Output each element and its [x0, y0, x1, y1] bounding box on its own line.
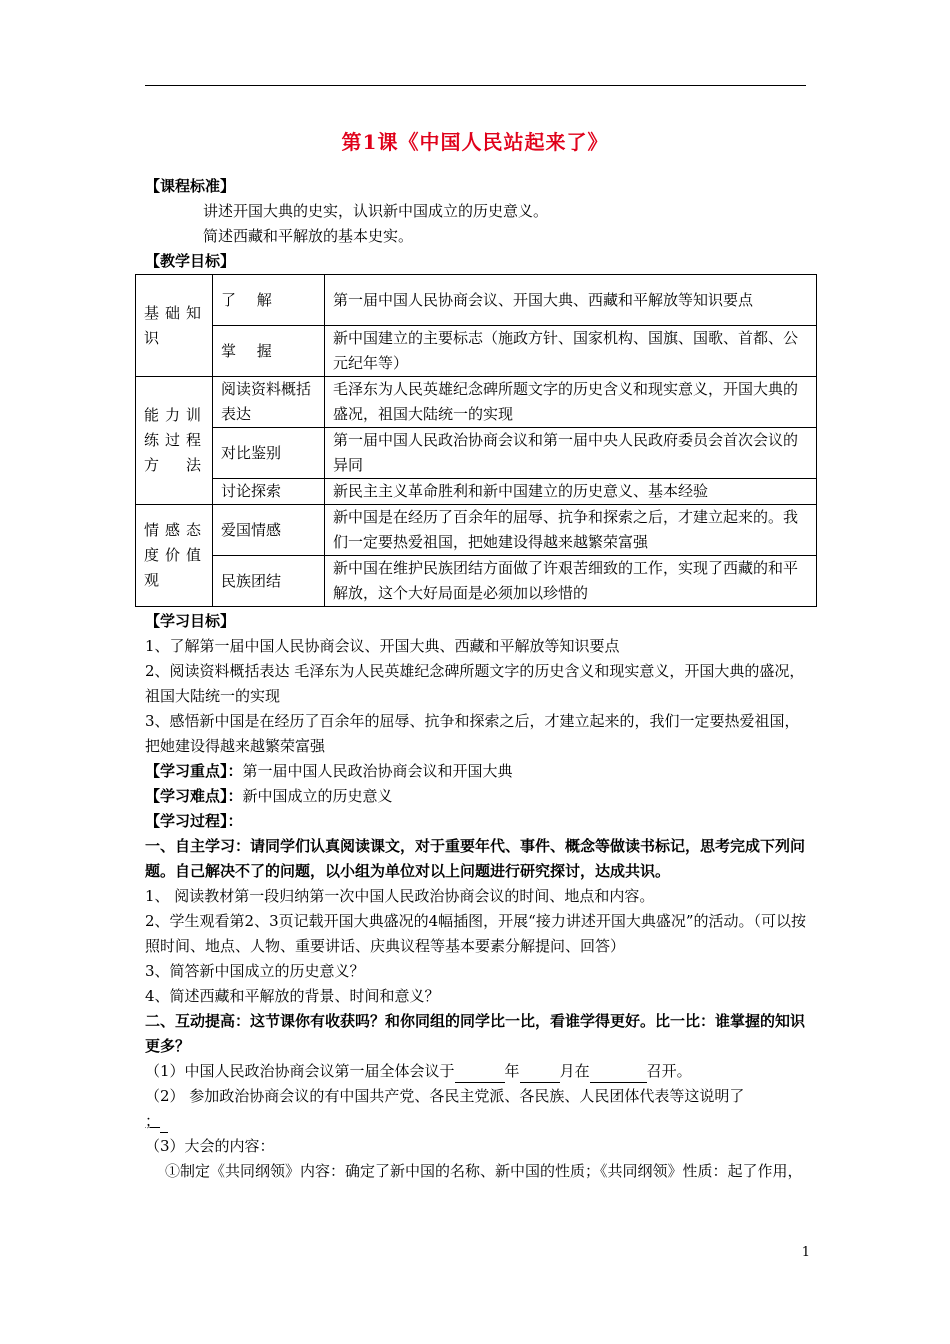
curriculum-heading: 【课程标准】 [145, 177, 236, 195]
section1-item: 4、简述西藏和平解放的背景、时间和意义？ [145, 987, 440, 1005]
subcategory-cell: 阅读资料概括表达 [213, 377, 325, 428]
category-cell: 能力训练过程方法 [136, 377, 213, 505]
description-cell: 毛泽东为人民英雄纪念碑所题文字的历史含义和现实意义，开国大典的盛况，祖国大陆统一的实现 [325, 377, 817, 428]
teaching-goals-table [135, 274, 817, 607]
subcategory-cell: 民族团结 [213, 556, 325, 607]
description-cell: 新中国建立的主要标志（施政方针、国家机构、国旗、国歌、首都、公元纪年等） [325, 326, 817, 377]
curriculum-item: 讲述开国大典的史实，认识新中国成立的历史意义。 [203, 202, 549, 220]
description-cell: 第一届中国人民政治协商会议和第一届中央人民政府委员会首次会议的异同 [325, 428, 817, 479]
question-3-item: ①制定《共同纲领》内容：确定了新中国的名称、新中国的性质；《共同纲领》性质：起了作用， [165, 1162, 803, 1180]
table-row [136, 505, 817, 556]
category-cell: 基础知识 [136, 275, 213, 377]
description-cell: 新民主主义革命胜利和新中国建立的历史意义、基本经验 [325, 479, 817, 505]
learning-goals-heading: 【学习目标】 [145, 612, 236, 630]
subcategory-cell: 对比鉴别 [213, 428, 325, 479]
process-heading: 【学习过程】： [145, 812, 243, 830]
category-cell: 情感态度价值观 [136, 505, 213, 607]
section1-title: 一、自主学习：请同学们认真阅读课文，对于重要年代、事件、概念等做读书标记，思考完成下列问题。自己解决不了的问题，以小组为单位对以上问题进行研究探讨，达成共识。 [145, 837, 806, 880]
table-row [136, 377, 817, 428]
section1-item: 3、简答新中国成立的历史意义？ [145, 962, 365, 980]
curriculum-item: 简述西藏和平解放的基本史实。 [203, 227, 414, 245]
section1-item: 1、 阅读教材第一段归纳第一次中国人民政治协商会议的时间、地点和内容。 [145, 887, 655, 905]
subcategory-cell: 了 解 [213, 275, 325, 326]
subcategory-cell: 爱国情感 [213, 505, 325, 556]
section2-title: 二、互动提高：这节课你有收获吗？和你同组的同学比一比，看谁学得更好。比一比：谁掌握的知识更多？ [145, 1012, 806, 1055]
table-row [136, 275, 817, 326]
subcategory-cell: 掌 握 [213, 326, 325, 377]
fill-blank[interactable] [590, 1064, 647, 1083]
learning-goal-item: 2、阅读资料概括表达 毛泽东为人民英雄纪念碑所题文字的历史含义和现实意义，开国大典的盛况，祖国大陆统一的实现 [145, 662, 805, 705]
table-row [136, 428, 817, 479]
fill-blank[interactable] [520, 1064, 560, 1083]
subcategory-cell: 讨论探索 [213, 479, 325, 505]
question-2-blank[interactable]: ； [145, 1109, 810, 1133]
table-row [136, 556, 817, 607]
description-cell: 新中国在维护民族团结方面做了许艰苦细致的工作，实现了西藏的和平解放，这个大好局面是必须加以珍惜的 [325, 556, 817, 607]
page-title: 第1课《中国人民站起来了》 [341, 130, 609, 154]
learning-goal-item: 1、了解第一届中国人民协商会议、开国大典、西藏和平解放等知识要点 [145, 637, 620, 655]
description-cell: 第一届中国人民协商会议、开国大典、西藏和平解放等知识要点 [325, 275, 817, 326]
fill-blank[interactable] [455, 1064, 505, 1083]
key-point: 【学习重点】：第一届中国人民政治协商会议和开国大典 [145, 762, 513, 780]
difficulty: 【学习难点】：新中国成立的历史意义 [145, 787, 393, 805]
description-cell: 新中国是在经历了百余年的屈辱、抗争和探索之后，才建立起来的。我们一定要热爱祖国，把她建设得越来越繁荣富强 [325, 505, 817, 556]
teaching-goals-heading: 【教学目标】 [145, 252, 236, 270]
question-1: （1）中国人民政治协商会议第一届全体会议于 年 月在 召开。 [145, 1059, 810, 1083]
question-3: （3）大会的内容： [145, 1137, 275, 1155]
question-2: （2） 参加政治协商会议的有中国共产党、各民主党派、各民族、人民团体代表等这说明了 [145, 1087, 745, 1105]
table-row [136, 479, 817, 505]
section1-item: 2、学生观看第2、3页记载开国大典盛况的4幅插图，开展“接力讲述开国大典盛况”的活动。（可以按照时间、地点、人物、重要讲话、庆典议程等基本要素分解提问、回答） [145, 912, 807, 955]
header-rule [145, 85, 806, 86]
learning-goal-item: 3、感悟新中国是在经历了百余年的屈辱、抗争和探索之后，才建立起来的，我们一定要热爱祖国，把她建设得越来越繁荣富强 [145, 712, 800, 755]
table-row [136, 326, 817, 377]
page-number: 1 [801, 1245, 810, 1260]
